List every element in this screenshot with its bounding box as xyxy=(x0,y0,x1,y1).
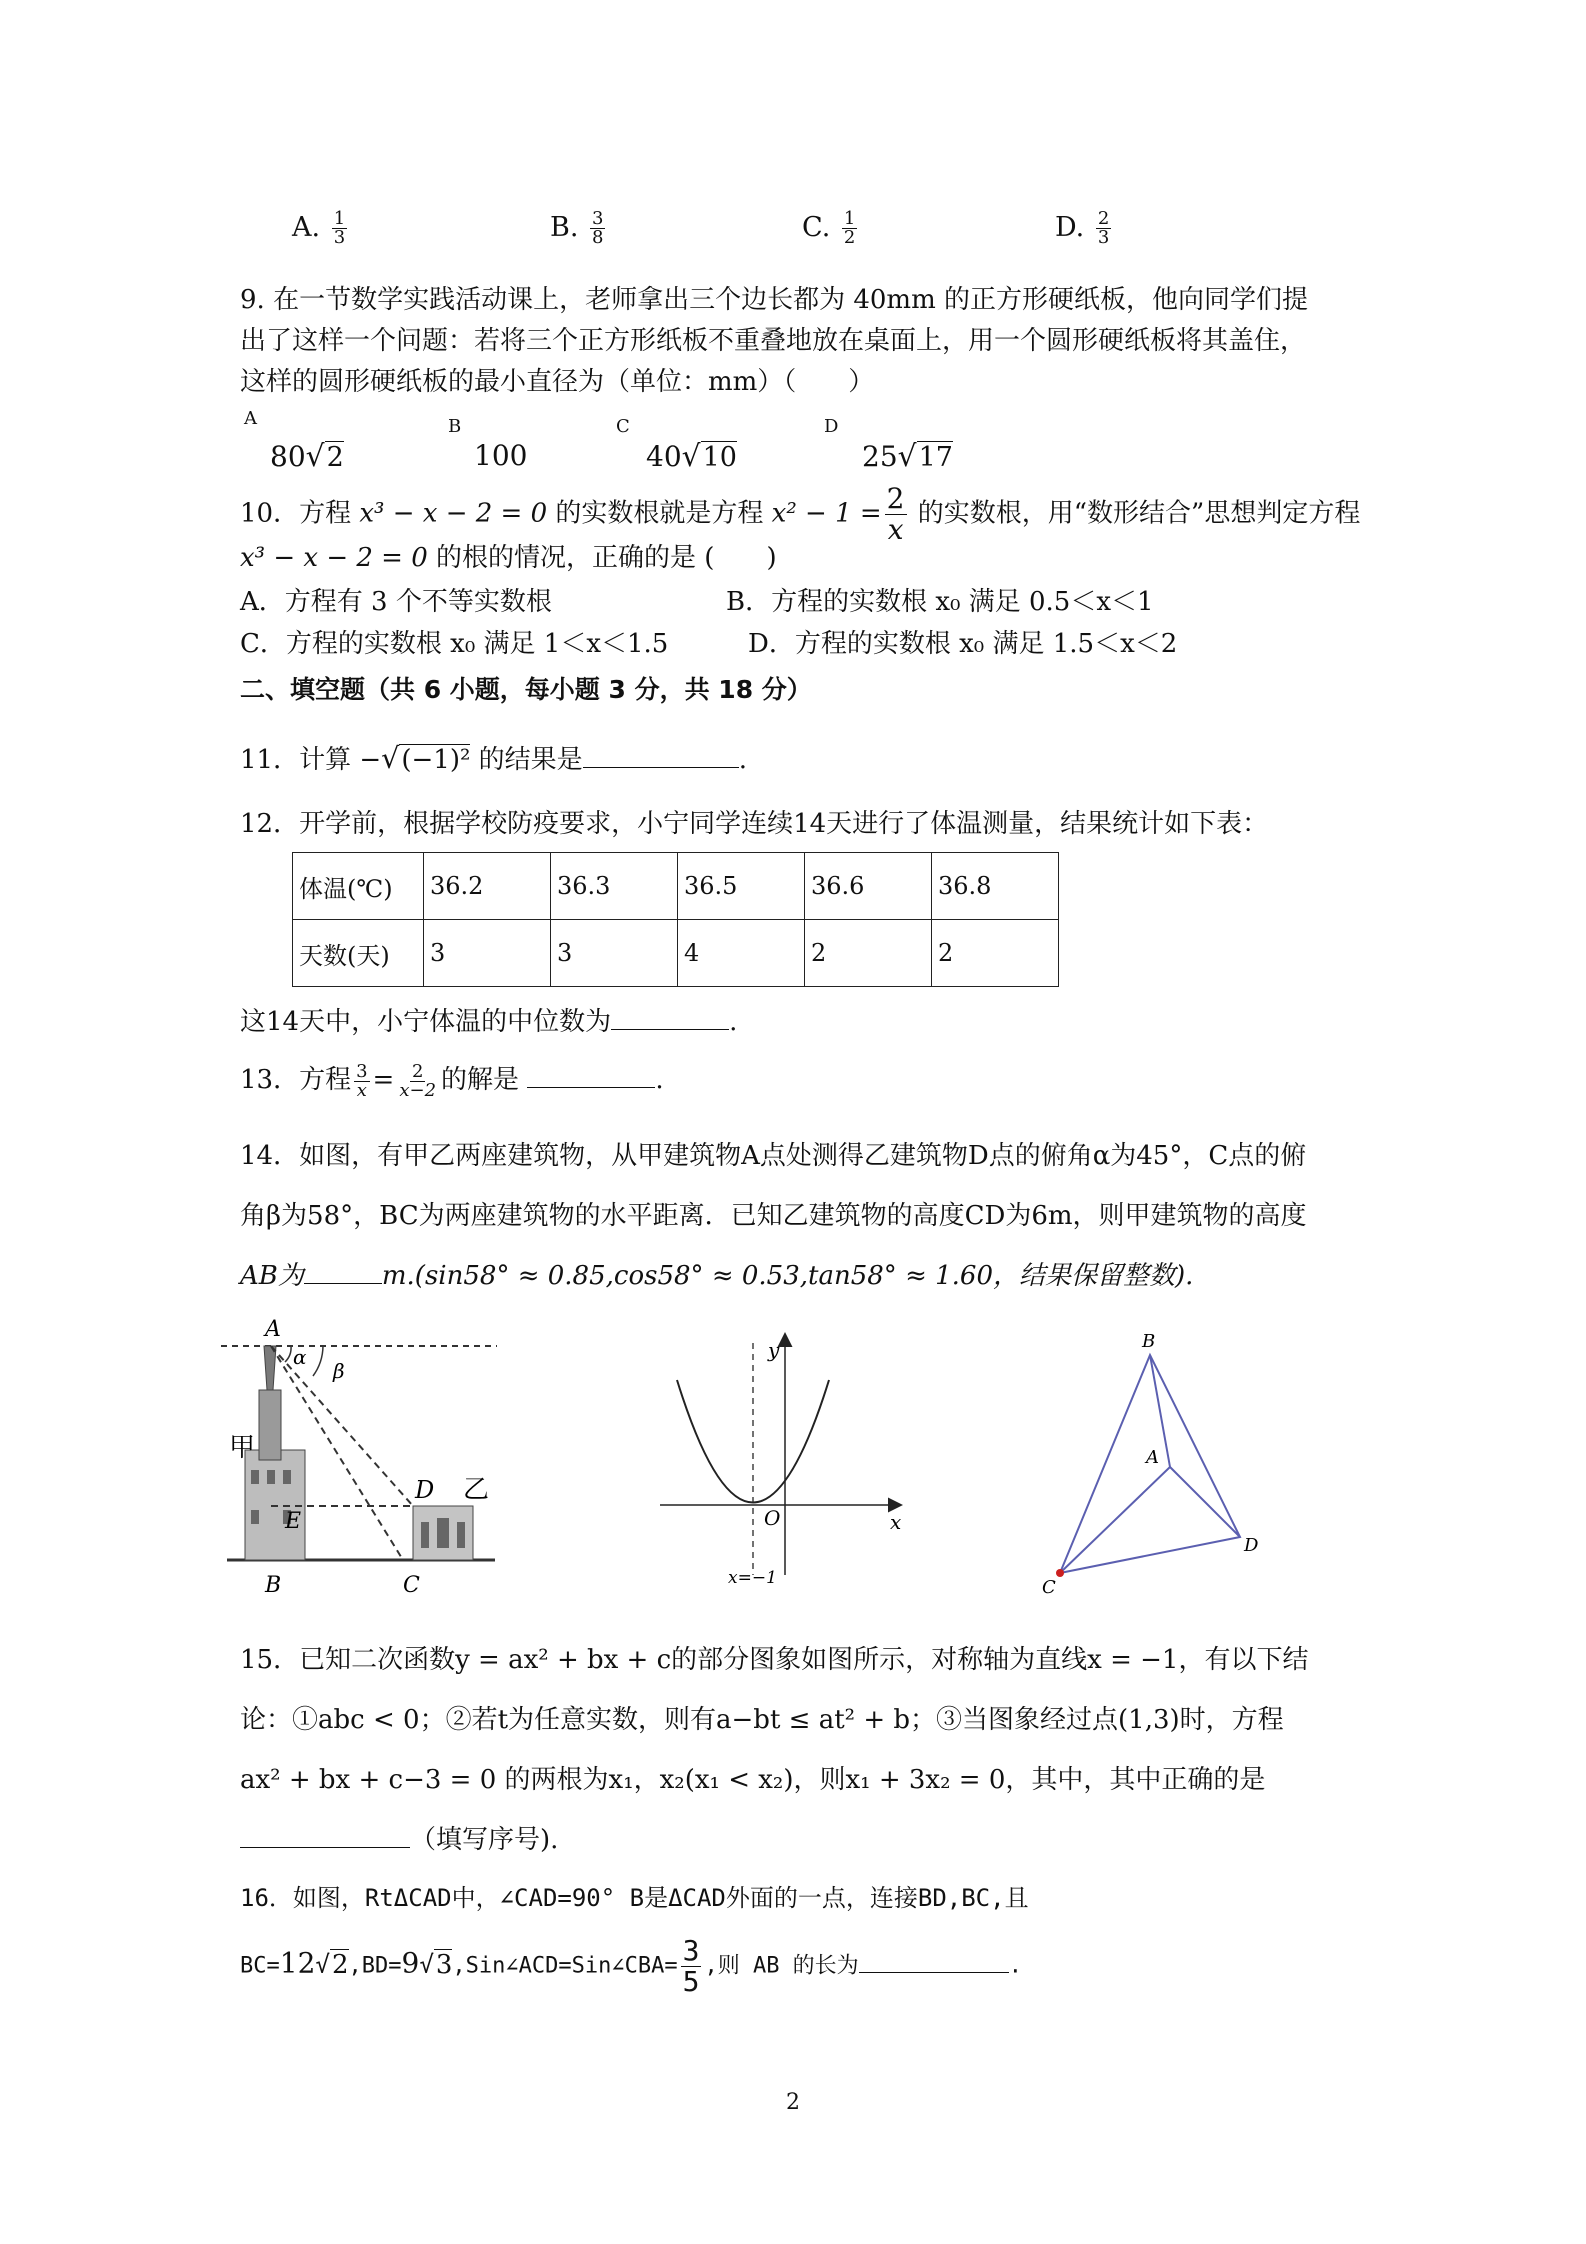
q15-line-2: 论：①abc < 0；②若t为任意实数，则有a−bt ≤ at² + b；③当图象经过点(1,3)时，方程 xyxy=(240,1705,1284,1735)
table-cell: 2 xyxy=(932,920,1059,987)
temperature-table xyxy=(292,852,1059,987)
table-cell: 36.5 xyxy=(678,853,805,920)
parabola-figure xyxy=(650,1325,910,1590)
table-cell: 36.3 xyxy=(551,853,678,920)
label-E: E xyxy=(285,1509,302,1534)
table-row xyxy=(293,920,1059,987)
q12-answer-blank[interactable] xyxy=(611,1005,729,1030)
table-cell: 36.8 xyxy=(932,853,1059,920)
q16-answer-blank[interactable] xyxy=(859,1948,1009,1973)
table-cell: 4 xyxy=(678,920,805,987)
q9-option-b: B 100 xyxy=(448,416,528,472)
label-x: x xyxy=(890,1510,902,1534)
q9-line-2: 出了这样一个问题：若将三个正方形纸板不重叠地放在桌面上，用一个圆形硬纸板将其盖住， xyxy=(240,326,1307,356)
q10-line-2: x³ − x − 2 = 0 的根的情况，正确的是 ( ) xyxy=(240,543,777,573)
label-B: B xyxy=(265,1573,282,1598)
table-cell: 36.6 xyxy=(805,853,932,920)
q11-line: 11．计算 −√(−1)² 的结果是 . xyxy=(240,741,747,775)
table-cell: 3 xyxy=(551,920,678,987)
label-C: C xyxy=(1042,1577,1056,1595)
label-y: y xyxy=(768,1338,780,1362)
q13-line: 13．方程 $\frac{3}{x}$ = $\frac{2}{x-2}$ 的解是 . xyxy=(240,1060,664,1101)
label-D: D xyxy=(1244,1535,1259,1556)
q10-option-d: D．方程的实数根 x₀ 满足 1.5＜x＜2 xyxy=(748,629,1178,659)
label-axis-of-symmetry: x=−1 xyxy=(728,1568,777,1588)
label-A: A xyxy=(1146,1447,1159,1468)
section-2-title: 二、填空题（共 6 小题，每小题 3 分，共 18 分） xyxy=(240,675,812,704)
q14-answer-blank[interactable] xyxy=(304,1259,382,1284)
q15-answer-blank[interactable] xyxy=(240,1823,410,1848)
triangle-figure xyxy=(1030,1325,1270,1595)
q15-line-4: （填写序号). xyxy=(240,1822,558,1858)
q13-answer-blank[interactable] xyxy=(527,1063,655,1088)
label-C: C xyxy=(403,1573,420,1598)
q14-line-2: 角β为58°，BC为两座建筑物的水平距离．已知乙建筑物的高度CD为6m，则甲建筑物的高度 xyxy=(240,1201,1307,1231)
q14-line-3: AB为 m.(sin58° ≈ 0.85,cos58° ≈ 0.53,tan58° ≈ 1.60，结果保留整数). xyxy=(240,1261,1194,1291)
label-B: B xyxy=(1142,1331,1156,1352)
q9-option-c: C 40√10 xyxy=(616,416,737,474)
table-cell: 36.2 xyxy=(424,853,551,920)
q8-option-b: B. $\frac{3}{8}$ xyxy=(550,208,604,248)
label-alpha: α xyxy=(293,1345,307,1369)
q12-line-1: 12．开学前，根据学校防疫要求，小宁同学连续14天进行了体温测量，结果统计如下表： xyxy=(240,809,1269,839)
table-cell: 3 xyxy=(424,920,551,987)
q15-line-3: ax² + bx + c−3 = 0 的两根为x₁，x₂(x₁ < x₂)，则x₁ + 3x₂ = 0，其中，其中正确的是 xyxy=(240,1765,1266,1795)
q8-option-a: A. $\frac{1}{3}$ xyxy=(292,208,346,248)
q16-line-1: 16．如图，RtΔCAD中，∠CAD=90° B是ΔCAD外面的一点，连接BD,BC,且 xyxy=(240,1884,1029,1912)
q8-option-d: D. $\frac{2}{3}$ xyxy=(1055,208,1110,248)
label-beta: β xyxy=(333,1359,345,1383)
q9-line-3: 这样的圆形硬纸板的最小直径为（单位：mm）（ ） xyxy=(240,367,875,397)
table-cell: 2 xyxy=(805,920,932,987)
q9-option-d: D 25√17 xyxy=(824,416,953,474)
q9-line-1: 9. 在一节数学实践活动课上，老师拿出三个边长都为 40mm 的正方形硬纸板，他向同学们提 xyxy=(240,285,1308,315)
table-cell: 天数(天) xyxy=(293,920,424,987)
page-number: 2 xyxy=(786,2090,800,2115)
table-row xyxy=(293,853,1059,920)
buildings-figure xyxy=(215,1310,515,1600)
q9-option-a: $^A$ 80√2 xyxy=(244,408,344,474)
q14-line-1: 14．如图，有甲乙两座建筑物，从甲建筑物A点处测得乙建筑物D点的俯角α为45°，C点的俯 xyxy=(240,1141,1307,1171)
q8-option-c: C. $\frac{1}{2}$ xyxy=(802,208,856,248)
q10-option-b: B．方程的实数根 x₀ 满足 0.5＜x＜1 xyxy=(726,587,1154,617)
q10-option-c: C．方程的实数根 x₀ 满足 1＜x＜1.5 xyxy=(240,629,669,659)
q12-line-2: 这14天中，小宁体温的中位数为 . xyxy=(240,1007,738,1037)
label-D: D xyxy=(415,1476,435,1504)
q10-line-1: 10．方程 x³ − x − 2 = 0 的实数根就是方程 x² − 1 = $\frac{2}{x}$ 的实数根，用“数形结合”思想判定方程 xyxy=(240,482,1361,546)
table-cell: 体温(℃) xyxy=(293,853,424,920)
label-A: A xyxy=(265,1317,281,1342)
q11-answer-blank[interactable] xyxy=(583,743,739,768)
q10-option-a: A．方程有 3 个不等实数根 xyxy=(240,587,552,617)
label-yi: 乙 xyxy=(463,1475,490,1505)
q15-line-1: 15．已知二次函数y = ax² + bx + c的部分图象如图所示，对称轴为直线x = −1，有以下结 xyxy=(240,1645,1309,1675)
q16-line-2: BC=12√2,BD=9√3,Sin∠ACD=Sin∠CBA= $\frac{3}{5}$ ,则 AB 的长为 . xyxy=(240,1934,1022,1998)
label-jia: 甲 xyxy=(229,1433,256,1463)
label-origin: O xyxy=(764,1506,781,1530)
